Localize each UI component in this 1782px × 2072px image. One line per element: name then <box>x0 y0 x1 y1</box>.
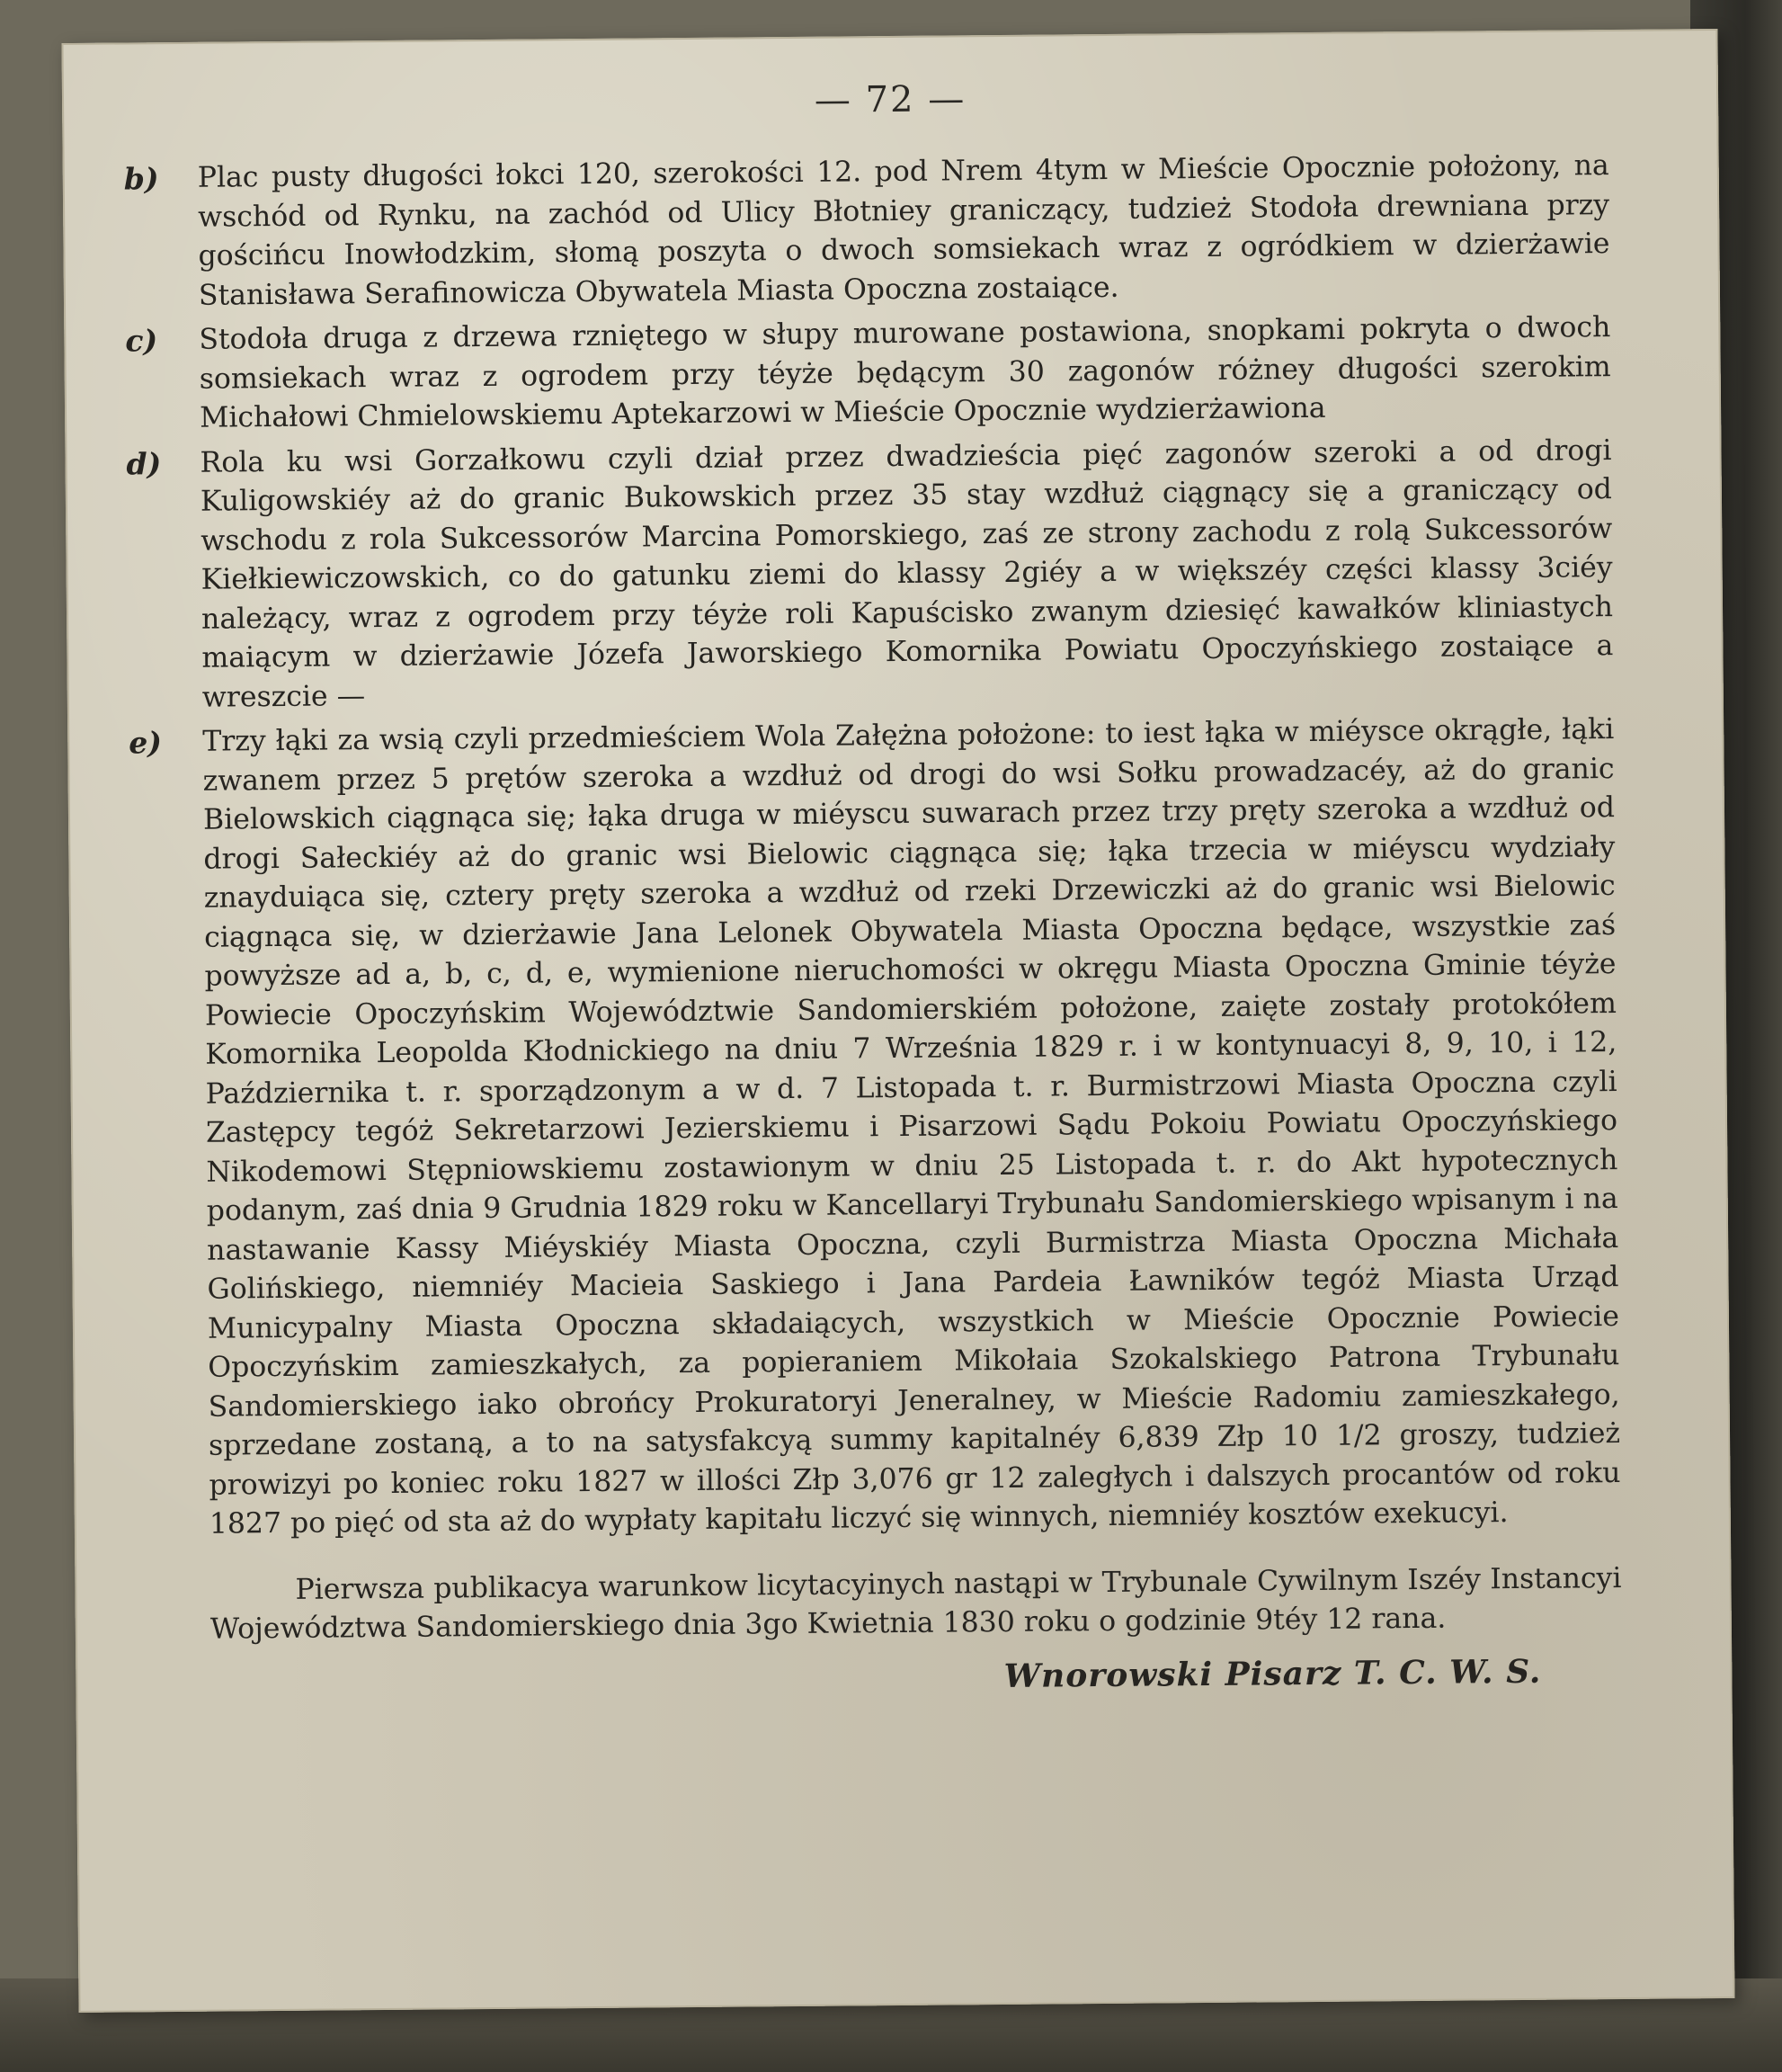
item-text: Plac pusty długości łokci 120, szerokości 12. pod Nrem 4tym w Mieście Opocznie położony, na wschód od Rynku, na zachód od Ulicy Błotniey graniczący, tudzież Stodoła drewniana przy gościńcu Inowłodzkim, słomą poszyta o dwoch somsiekach wraz z ogródkiem w dzierżawie Stanisława Serafinowicza Obywatela Miasta Opoczna zostaiące. <box>197 149 1610 312</box>
item-text: Rola ku wsi Gorzałkowu czyli dział przez dwadzieścia pięć zagonów szeroki a od drogi Kuligowskiéy aż do granic Bukowskich przez 35 stay wzdłuż ciągnący się a graniczący od wschodu z rola Sukcessorów Marcina Pomorskiego, zaś ze strony zachodu z rolą Sukcessorów Kiełkiewiczowskich, co do gatunku ziemi do klassy 2giéy a w większéy części klassy 3ciéy należący, wraz z ogrodem przy téyże roli Kapuścisko zwanym dziesięć kawałków kliniastych maiącym w dzierżawie Józefa Jaworskiego Komornika Powiatu Opoczyńskiego zostaiące a wreszcie — <box>200 433 1614 714</box>
signature: Wnorowski Pisarz T. C. W. S. <box>1003 1652 1542 1695</box>
item-marker: d) <box>126 445 162 481</box>
item-marker: e) <box>129 725 163 761</box>
item-text: Trzy łąki za wsią czyli przedmieściem Wola Załężna położone: to iest łąka w miéysce okrągłe, łąki zwanem przez 5 prętów szeroka a wzdłuż od drogi do wsi Sołku prowadzacéy, aż do granic Bielowskich ciągnąca się; łąka druga w miéyscu suwarach przez trzy pręty szeroka a wzdłuż od drogi Sałeckiéy aż do granic wsi Bielowic ciągnąca się; łąka trzecia w miéyscu wydziały znayduiąca się, cztery pręty szeroka a wzdłuż od rzeki Drzewiczki aż do granic wsi Bielowic ciągnąca się, w dzierżawie Jana Lelonek Obywatela Miasta Opoczna będące, wszystkie zaś powyższe ad a, b, c, d, e, wymienione nieruchomości w okręgu Miasta Opoczna Gminie téyże Powiecie Opoczyńskim Województwie Sandomierskiém położone, zaięte zostały protokółem Komornika Leopolda Kłodnickiego na dniu 7 Września 1829 r. i w kontynuacyi 8, 9, 10, i 12, Października t. r. sporządzonym a w d. 7 Listopada t. r. Burmistrzowi Miasta Opoczna czyli Zastępcy tegóż Sekretarzowi Jezierskiemu i Pisarzowi Sądu Pokoiu Powiatu Opoczyńskiego Nikodemowi Stępniowskiemu zostawionym w dniu 25 Listopada t. r. do Akt hypotecznych podanym, zaś dnia 9 Grudnia 1829 roku w Kancellaryi Trybunału Sandomierskiego wpisanym i na nastawanie Kassy Miéyskiéy Miasta Opoczna, czyli Burmistrza Miasta Opoczna Michała Golińskiego, niemniéy Macieia Saskiego i Jana Pardeia Ławników tegóż Miasta Urząd Municypalny Miasta Opoczna składaiących, wszystkich w Mieście Opocznie Powiecie Opoczyńskim zamieszkałych, za popieraniem Mikołaia Szokalskiego Patrona Trybunału Sandomierskiego iako obrońcy Prokuratoryi Jeneralney, w Mieście Radomiu zamieszkałego, sprzedane zostaną, a to na satysfakcyą summy kapitalnéy 6,839 Złp 10 1/2 groszy, tudzież prowizyi po koniec roku 1827 w illości Złp 3,076 gr 12 zaległych i dalszych procantów od roku 1827 po pięć od sta aż do wypłaty kapitału liczyć się winnych, niemniéy kosztów exekucyi. <box>202 713 1621 1541</box>
list-item <box>126 432 1614 718</box>
page-number: — 72 — <box>814 78 967 121</box>
document-page <box>61 29 1734 2013</box>
list-item <box>123 147 1610 316</box>
list-item <box>129 710 1621 1544</box>
item-marker: b) <box>123 161 159 197</box>
item-marker: c) <box>125 323 158 359</box>
list-item <box>125 308 1611 438</box>
document-body <box>123 147 1623 1703</box>
publication-notice: Pierwsza publikacya warunkow licytacyinych nastąpi w Trybunale Cywilnym Iszéy Instancyi Województwa Sandomierskiego dnia 3go Kwietnia 1830 roku o godzinie 9téy 12 rana. <box>209 1561 1622 1646</box>
item-text: Stodoła druga z drzewa rzniętego w słupy murowane postawiona, snopkami pokryta o dwoch somsiekach wraz z ogrodem przy téyże będącym 30 zagonów różney długości szerokim Michałowi Chmielowskiemu Aptekarzowi w Mieście Opocznie wydzierżawiona <box>199 311 1611 434</box>
